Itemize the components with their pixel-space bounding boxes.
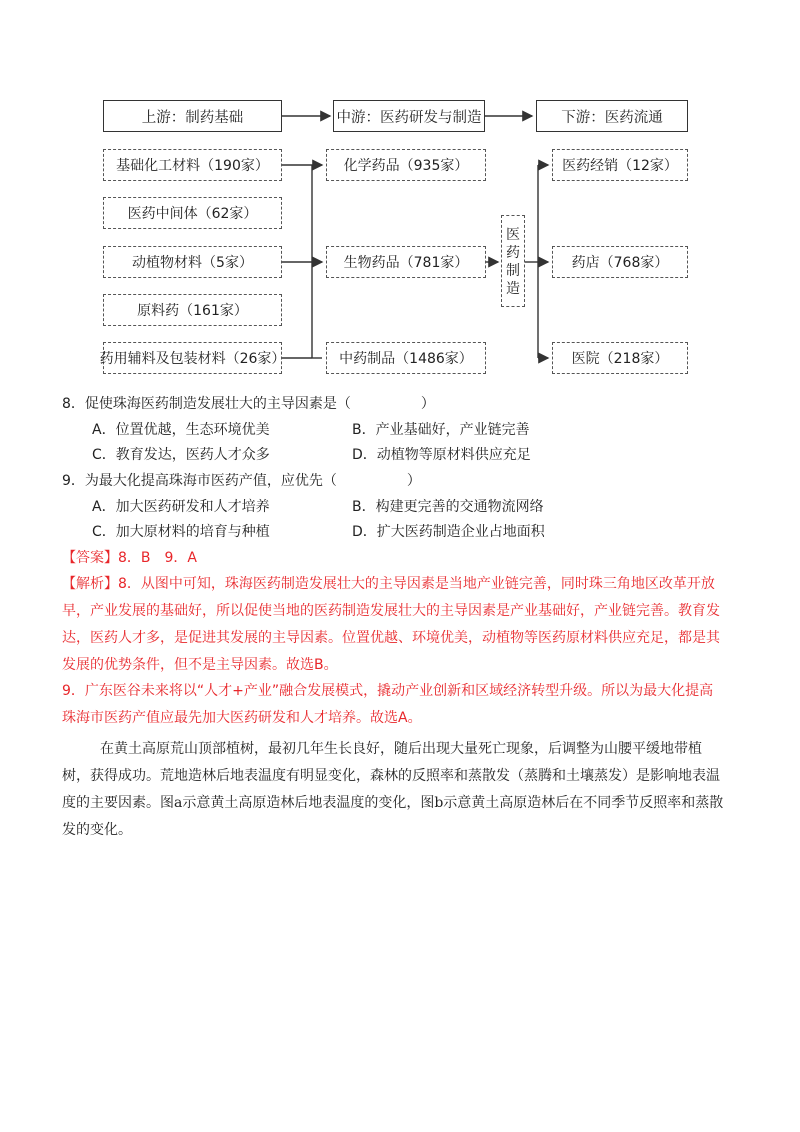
upstream-item: 药用辅料及包装材料（26家）: [103, 342, 282, 374]
midstream-item: 生物药品（781家）: [326, 246, 486, 278]
downstream-item: 医院（218家）: [552, 342, 688, 374]
passage-text: 在黄土高原荒山顶部植树，最初几年生长良好，随后出现大量死亡现象，后调整为山腰平缓地带植树，获得成功。荒地造林后地表温度有明显变化，森林的反照率和蒸散发（蒸腾和土壤蒸发）是影响地表温度的主要因素。图a示意黄土高原造林后地表温度的变化，图b示意黄土高原造林后在不同季节反照率和蒸散发的变化。: [62, 741, 724, 838]
manufacturing-char: 药: [506, 245, 520, 261]
analysis-paragraph-2: [62, 678, 722, 732]
question-8-option-a: A．位置优越，生态环境优美: [92, 422, 270, 438]
manufacturing-char: 医: [506, 227, 520, 243]
upstream-item: 医药中间体（62家）: [103, 197, 282, 229]
question-8-option-d: D．动植物等原材料供应充足: [352, 447, 531, 463]
analysis-text-8: 8．从图中可知，珠海医药制造发展壮大的主导因素是当地产业链完善，同时珠三角地区改革开放早，产业发展的基础好，所以促使当地的医药制造发展壮大的主导因素是产业基础好，产业链完善。教育发达，医药人才多，是促进其发展的主导因素。位置优越、环境优美，动植物等医药原材料供应充足，都是其发展的优势条件，但不是主导因素。故选B。: [62, 576, 720, 673]
industry-chain-diagram: [0, 0, 800, 390]
analysis-paragraph-1: [62, 571, 722, 679]
question-9-stem: 9．为最大化提高珠海市医药产值，应优先（ ）: [62, 473, 421, 489]
analysis-tag: 【解析】: [62, 576, 118, 592]
upstream-item: 原料药（161家）: [103, 294, 282, 326]
question-8-option-b: B．产业基础好，产业链完善: [352, 422, 530, 438]
manufacturing-box: [501, 215, 525, 307]
downstream-item: 医药经销（12家）: [552, 149, 688, 181]
question-9-option-c: C．加大原材料的培育与种植: [92, 524, 270, 540]
manufacturing-char: 制: [506, 263, 520, 279]
manufacturing-char: 造: [506, 281, 520, 297]
answer-line: [62, 548, 197, 568]
question-9-option-b: B．构建更完善的交通物流网络: [352, 499, 544, 515]
answer-tag: 【答案】: [62, 550, 118, 566]
question-9-option-d: D．扩大医药制造企业占地面积: [352, 524, 545, 540]
midstream-item: 化学药品（935家）: [326, 149, 486, 181]
question-9-option-a: A．加大医药研发和人才培养: [92, 499, 270, 515]
downstream-item: 药店（768家）: [552, 246, 688, 278]
reading-passage: [62, 736, 726, 844]
stage-downstream: 下游：医药流通: [536, 100, 688, 132]
question-8-stem: 8．促使珠海医药制造发展壮大的主导因素是（ ）: [62, 396, 435, 412]
upstream-item: 基础化工材料（190家）: [103, 149, 282, 181]
analysis-text-9: 9．广东医谷未来将以“人才+产业”融合发展模式，撬动产业创新和区域经济转型升级。所以为最大化提高珠海市医药产值应最先加大医药研发和人才培养。故选A。: [62, 683, 714, 726]
stage-midstream: 中游：医药研发与制造: [333, 100, 485, 132]
question-8-option-c: C．教育发达，医药人才众多: [92, 447, 270, 463]
answer-text: 8．B 9．A: [118, 550, 197, 566]
stage-upstream: 上游：制药基础: [103, 100, 282, 132]
midstream-item: 中药制品（1486家）: [326, 342, 486, 374]
upstream-item: 动植物材料（5家）: [103, 246, 282, 278]
